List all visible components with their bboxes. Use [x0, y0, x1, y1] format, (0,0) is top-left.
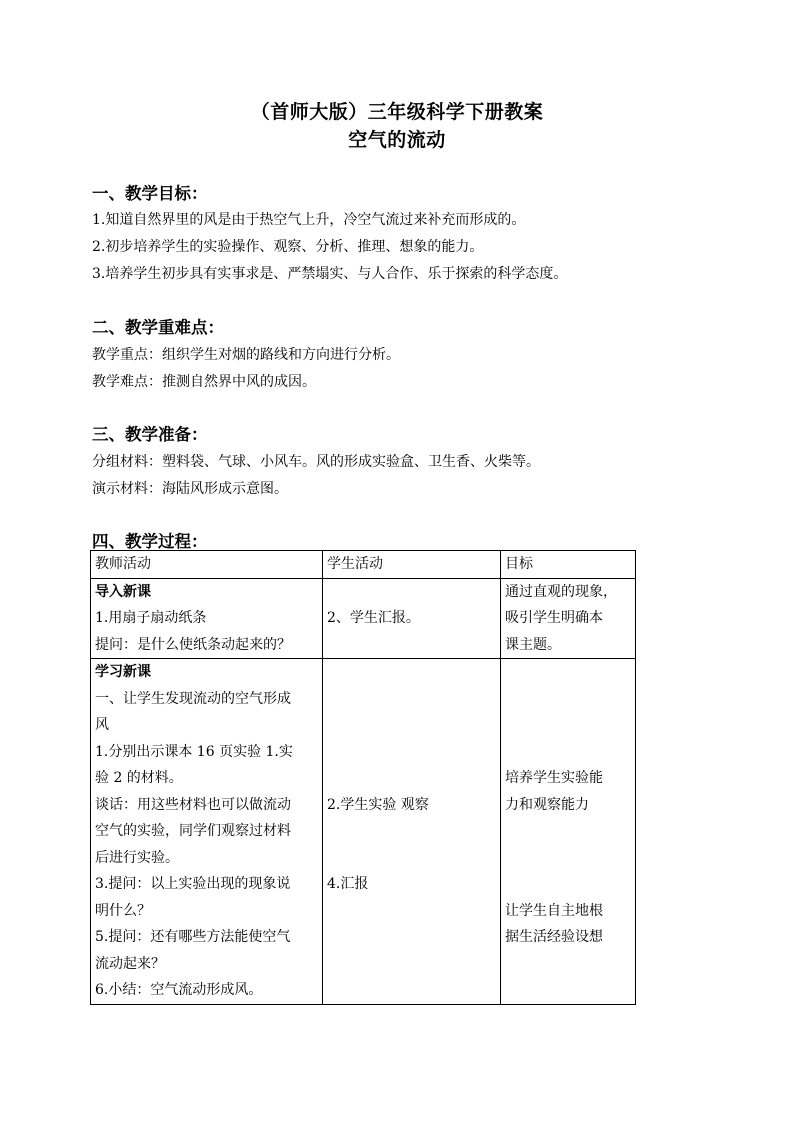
teacher-line: 谈话：用这些材料也可以做流动	[95, 796, 291, 813]
goal-line: 据生活经验设想	[505, 929, 603, 945]
teacher-line: 明什么？	[95, 902, 151, 919]
keypoint-item: 教学难点：推测自然界中风的成因。	[92, 374, 316, 390]
student-line: 2、学生汇报。	[327, 610, 420, 626]
teacher-line: 一、让学生发现流动的空气形成	[95, 690, 291, 707]
student-activity-cell	[323, 578, 501, 659]
goal-cell	[501, 659, 636, 1005]
lesson-title: 空气的流动	[348, 129, 446, 151]
goal-line: 吸引学生明确本	[505, 610, 603, 626]
goal-line: 力和观察能力	[505, 796, 589, 813]
preparation-item: 演示材料：海陆风形成示意图。	[92, 481, 288, 497]
objective-item: 2.初步培养学生的实验操作、观察、分析、推理、想象的能力。	[92, 239, 484, 255]
section-process-heading: 四、教学过程：	[92, 532, 208, 551]
teacher-activity-cell	[91, 578, 323, 659]
objective-item: 3.培养学生初步具有实事求是、严禁塌实、与人合作、乐于探索的科学态度。	[92, 266, 568, 282]
keypoint-item: 教学重点：组织学生对烟的路线和方向进行分析。	[92, 347, 400, 363]
student-line: 4.汇报	[327, 876, 369, 892]
teacher-activity-cell	[91, 659, 323, 1005]
row-title: 导入新课	[95, 583, 151, 600]
teacher-line: 3.提问：以上实验出现的现象说	[95, 876, 291, 892]
table-row	[91, 578, 636, 659]
preparation-item: 分组材料：塑料袋、气球、小风车。风的形成实验盒、卫生香、火柴等。	[92, 454, 540, 470]
teacher-line: 空气的实验，同学们观察过材料	[95, 823, 291, 839]
row-title: 学习新课	[95, 664, 151, 680]
table-header-row	[91, 551, 636, 579]
goal-line: 课主题。	[505, 636, 561, 653]
teacher-line: 验 2 的材料。	[95, 770, 183, 786]
teacher-line: 6.小结：空气流动形成风。	[95, 982, 263, 998]
teacher-line: 流动起来？	[95, 955, 165, 972]
section-keypoints-heading: 二、教学重难点：	[92, 318, 224, 337]
table-row	[91, 659, 636, 1005]
goal-line: 让学生自主地根	[505, 902, 603, 919]
objective-item: 1.知道自然界里的风是由于热空气上升，冷空气流过来补充而形成的。	[92, 212, 526, 228]
teaching-process-table	[90, 550, 636, 1005]
student-activity-cell	[323, 659, 501, 1005]
section-preparation-heading: 三、教学准备：	[92, 425, 208, 444]
student-line: 2.学生实验 观察	[327, 796, 429, 813]
header-student-activity: 学生活动	[323, 551, 501, 579]
goal-cell	[501, 578, 636, 659]
teacher-line: 5.提问：还有哪些方法能使空气	[95, 929, 291, 945]
header-teacher-activity: 教师活动	[91, 551, 323, 579]
teacher-line: 1.用扇子扇动纸条	[95, 610, 207, 626]
goal-line: 通过直观的现象，	[505, 583, 617, 600]
header-goal: 目标	[501, 551, 636, 579]
teacher-line: 风	[95, 717, 109, 733]
section-objectives-heading: 一、教学目标：	[92, 184, 208, 203]
teacher-line: 1.分别出示课本 16 页实验 1.实	[95, 743, 293, 760]
goal-line: 培养学生实验能	[505, 770, 603, 786]
teacher-line: 提问：是什么使纸条动起来的？	[95, 636, 291, 653]
document-title: （首师大版）三年级科学下册教案	[250, 101, 544, 123]
teacher-line: 后进行实验。	[95, 849, 179, 866]
